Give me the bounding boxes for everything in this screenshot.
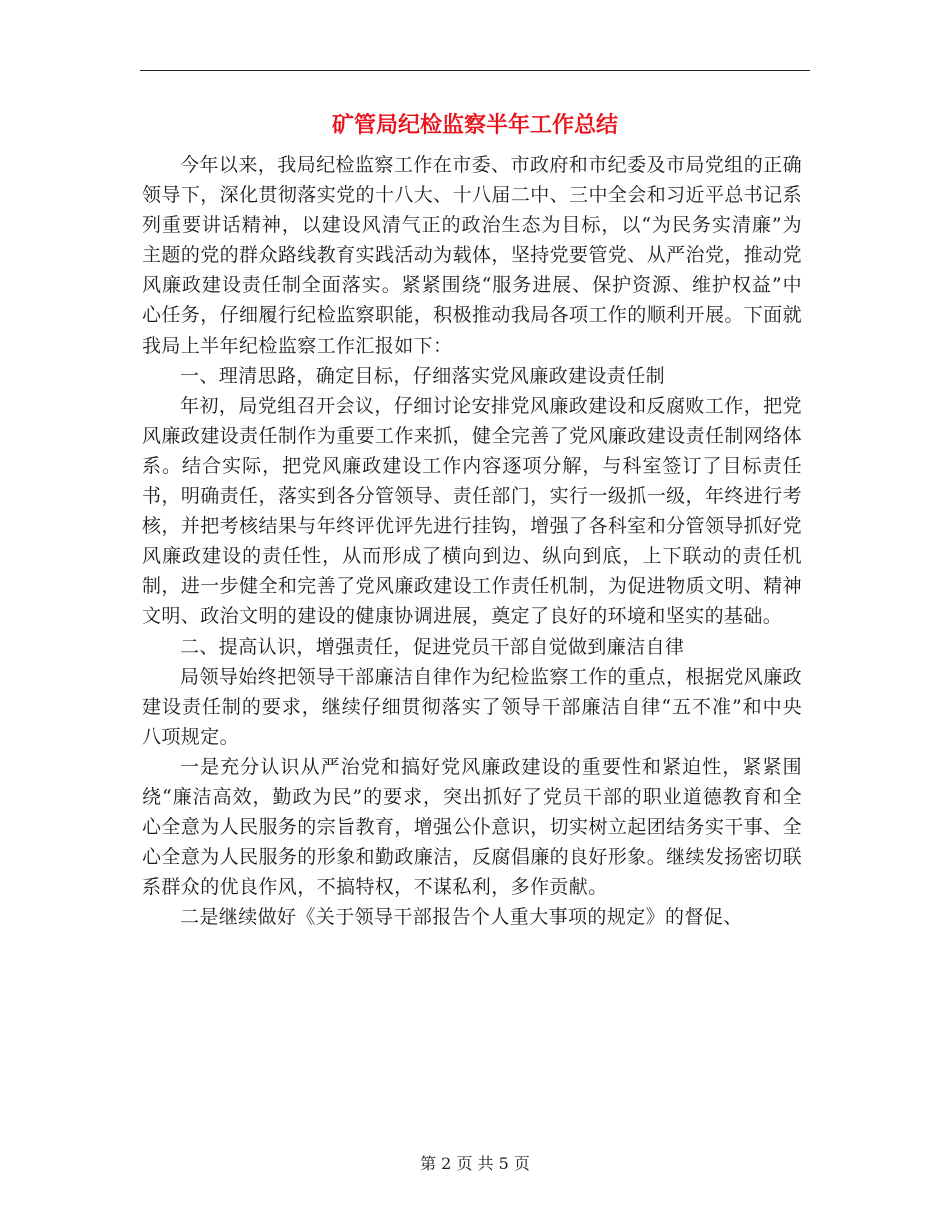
section-heading-2: 二、提高认识，增强责任，促进党员干部自觉做到廉洁自律 (180, 635, 685, 658)
header-rule (140, 70, 810, 71)
document-body (142, 150, 802, 932)
intro-paragraph: 今年以来，我局纪检监察工作在市委、市政府和市纪委及市局党组的正确领导下，深化贯彻落实党的十八大、十八届二中、三中全会和习近平总书记系列重要讲话精神，以建设风清气正的政治生态为目标，以“为民务实清廉”为主题的党的群众路线教育实践活动为载体，坚持党要管党、从严治党，推动党风廉政建设责任制全面落实。紧紧围绕“服务进展、保护资源、维护权益”中心任务，仔细履行纪检监察职能，积极推动我局各项工作的顺利开展。下面就我局上半年纪检监察工作汇报如下： (142, 154, 802, 357)
body-paragraph: 一是充分认识从严治党和搞好党风廉政建设的重要性和紧迫性，紧紧围绕“廉洁高效，勤政为民”的要求，突出抓好了党员干部的职业道德教育和全心全意为人民服务的宗旨教育，增强公仆意识，切实树立起团结务实干事、全心全意为人民服务的形象和勤政廉洁，反腐倡廉的良好形象。继续发扬密切联系群众的优良作风，不搞特权，不谋私利，多作贡献。 (142, 755, 802, 899)
section-heading-1: 一、理清思路，确定目标，仔细落实党风廉政建设责任制 (180, 364, 666, 387)
body-paragraph: 局领导始终把领导干部廉洁自律作为纪检监察工作的重点，根据党风廉政建设责任制的要求，继续仔细贯彻落实了领导干部廉洁自律“五不准”和中央八项规定。 (142, 665, 802, 748)
document-title: 矿管局纪检监察半年工作总结 (331, 113, 618, 138)
body-paragraph: 年初，局党组召开会议，仔细讨论安排党风廉政建设和反腐败工作，把党风廉政建设责任制作为重要工作来抓，健全完善了党风廉政建设责任制网络体系。结合实际，把党风廉政建设工作内容逐项分解，与科室签订了目标责任书，明确责任，落实到各分管领导、责任部门，实行一级抓一级，年终进行考核，并把考核结果与年终评优评先进行挂钩，增强了各科室和分管领导抓好党风廉政建设的责任性，从而形成了横向到边、纵向到底，上下联动的责任机制，进一步健全和完善了党风廉政建设工作责任机制，为促进物质文明、精神文明、政治文明的建设的健康协调进展，奠定了良好的环境和坚实的基础。 (142, 394, 802, 628)
page-number-footer: 第 2 页 共 5 页 (420, 1154, 530, 1173)
body-paragraph: 二是继续做好《关于领导干部报告个人重大事项的规定》的督促、 (180, 906, 743, 929)
